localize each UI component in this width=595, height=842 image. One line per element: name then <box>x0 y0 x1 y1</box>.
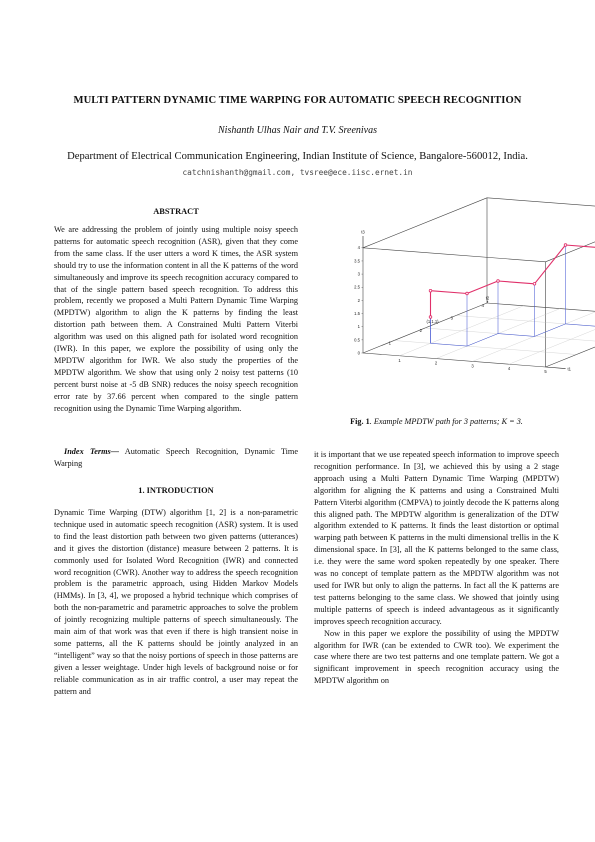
mpdtw-path-segment <box>467 281 498 294</box>
mpdtw-path-point <box>466 292 469 295</box>
introduction-body <box>54 507 298 698</box>
abstract-body <box>54 224 298 415</box>
y-axis-label: t2 <box>485 295 490 301</box>
z-axis-label: t3 <box>361 229 365 235</box>
right-para-2: Now in this paper we explore the possibility of using the MPDTW algorithm for IWR (can be extended to CWR too). We experiment the case where there are two test patterns and one template pattern. We got a significant improvement in speech recognition accuracy using the MPDTW algorithm on <box>314 628 559 686</box>
mpdtw-path-point <box>497 280 500 283</box>
mpdtw-path-point <box>564 244 567 247</box>
x-axis-label: t1 <box>567 366 571 372</box>
y-tick-label: 2 <box>419 328 422 333</box>
paper-authors: Nishanth Ulhas Nair and T.V. Sreenivas <box>218 125 377 136</box>
paper-title: MULTI PATTERN DYNAMIC TIME WARPING FOR AUTOMATIC SPEECH RECOGNITION <box>73 95 522 106</box>
z-tick-label: 4 <box>357 245 360 251</box>
mpdtw-path-segment <box>431 291 468 294</box>
mpdtw-path-point <box>429 289 432 292</box>
mpdtw-path-segment <box>535 245 566 284</box>
figure-mpdtw-path <box>318 205 571 405</box>
z-tick-label: 3 <box>357 271 360 277</box>
x-tick-label: 5 <box>544 369 547 374</box>
z-tick-label: 0 <box>357 350 360 356</box>
x-tick-label: 1 <box>398 357 401 363</box>
plot-box-edge <box>487 303 595 317</box>
floor-path-segment <box>498 334 535 337</box>
right-para-1: it is important that we use repeated speech information to improve speech recognition performance. In [3], we achieved this by using a 2 stage approach using a Multi Pattern Dynamic Time Warping (MPDTW) algorithm for aligning the K patterns and using a Constrained Multi Pattern Viterbi algorithm (CMPVA) to jointly decode the K patterns along this aligned path. The MPDTW algorithm is generalization of the DTW algorithm extended to K patterns. It finds the least distortion or optimal warping path between K patterns in the multi dimensional trellis in the K dimensional space. In [3], all the K patterns belonged to the same class, i.e. they were the same word spoken repeatedly by one speaker. There was no concept of template pattern as the MPDTW algorithm was not used for IWR but only to align the patterns. In fact all the K patterns are test patterns belonging to the same class. We showed that jointly using multiple patterns of speech is indeed advantageous as it significantly improves speech recognition accuracy. <box>314 450 559 626</box>
floor-path-segment <box>535 324 566 337</box>
mpdtw-3d-plot <box>318 205 571 405</box>
floor-path-segment <box>566 324 595 327</box>
index-terms-text: Automatic Speech Recognition, Dynamic Time Warping <box>54 447 299 468</box>
z-tick-label: 2 <box>357 297 360 303</box>
plot-box-edge <box>363 353 546 367</box>
x-tick-label: 2 <box>434 360 438 366</box>
z-tick-label: 1 <box>357 324 360 330</box>
plot-box-edge <box>546 212 595 262</box>
mpdtw-path-point <box>533 283 536 286</box>
x-tick-label: 4 <box>507 366 511 372</box>
abstract-text: We are addressing the problem of jointly using multiple noisy speech patterns for automatic speech recognition (ASR), given that they come from the same class. If the user utters a word K times, the ASR system should try to use the information content in all the K patterns of the word simultaneously and improve its speech recognition accuracy compared to that of the single pattern based speech recognition. To address this problem, recently we proposed a Multi Pattern Dynamic Time Warping (MPDTW) algorithm to align the K patterns by finding the least distortion path between them. A Constrained Multi Pattern Viterbi algorithm was used on this aligned path for isolated word recognition (IWR). In this paper, we explore the possibility of using only the MPDTW algorithm for IWR. We also study the properties of the MPDTW algorithm. We show that using only 2 noisy test patterns (10 percent burst noise at -5 dB SNR) reduces the noisy speech recognition error rate by 37.66 percent when compared to the single pattern recognition using the Dynamic Time Warping algorithm. <box>54 225 298 413</box>
y-tick-label: 4 <box>481 303 484 308</box>
x-tick-label: 3 <box>471 363 474 369</box>
plot-box-edge <box>487 198 595 212</box>
y-tick-label: 3 <box>450 315 453 321</box>
author-emails[interactable]: catchnishanth@gmail.com, tvsree@ece.iisc.ernet.in <box>182 168 413 177</box>
figure-label: Fig. 1 <box>350 417 370 426</box>
mpdtw-path-segment <box>566 245 595 248</box>
x-axis-arrow <box>546 367 566 369</box>
floor-path-segment <box>467 334 498 347</box>
introduction-text: Dynamic Time Warping (DTW) algorithm [1, 2] is a non-parametric technique used in automatic speech recognition (ASR) system. It is used to find the least distortion path between two given patterns (utterances) and it gives the distortion (distance) measure between 2 patterns. It is commonly used for Isolated Word Recognition (IWR) and connected word recognition (CWR). Another way to address the speech recognition problem is the parametric approach, using Hidden Markov Models (HMMs). In [3, 4], we proposed a hybrid technique which comprises of both the non-parametric and parametric approaches to solve the problem of jointly recognizing multiple patterns of speech simultaneously. The main aim of that work was that even if there is high transient noise in some patterns, all the K patterns should be jointly analyzed in an “intelligent” way so that the noisy portions of speech in those patterns are given a lesser weightage. Under high levels of background noise or for reliable communication as in air traffic control, a user may repeat the pattern and <box>54 508 298 696</box>
right-column-body <box>314 449 559 687</box>
index-terms <box>54 446 298 470</box>
z-tick-label: 0.5 <box>354 337 360 343</box>
paper-affiliation: Department of Electrical Communication Engineering, Indian Institute of Science, Bangalore-560012, India. <box>67 151 528 162</box>
introduction-heading: 1. INTRODUCTION <box>138 486 214 495</box>
figure-caption-text: . Example MPDTW path for 3 patterns; K = 3. <box>369 417 523 426</box>
z-tick-label: 2.5 <box>354 284 360 290</box>
mpdtw-path-point <box>429 316 432 319</box>
z-tick-label: 3.5 <box>354 258 360 264</box>
plot-box-edge <box>363 248 546 262</box>
mpdtw-path-segment <box>498 281 535 284</box>
abstract-heading: ABSTRACT <box>153 207 199 216</box>
plot-box-edge <box>363 198 487 248</box>
floor-grid-line <box>509 314 595 364</box>
y-tick-label: 1 <box>388 340 391 346</box>
path-start-label: (1,1,1) <box>426 319 439 324</box>
figure-caption <box>314 417 559 426</box>
floor-grid-line <box>394 341 577 355</box>
floor-path-segment <box>431 343 468 346</box>
index-terms-label: Index Terms— <box>64 447 119 456</box>
z-tick-label: 1.5 <box>354 310 360 316</box>
